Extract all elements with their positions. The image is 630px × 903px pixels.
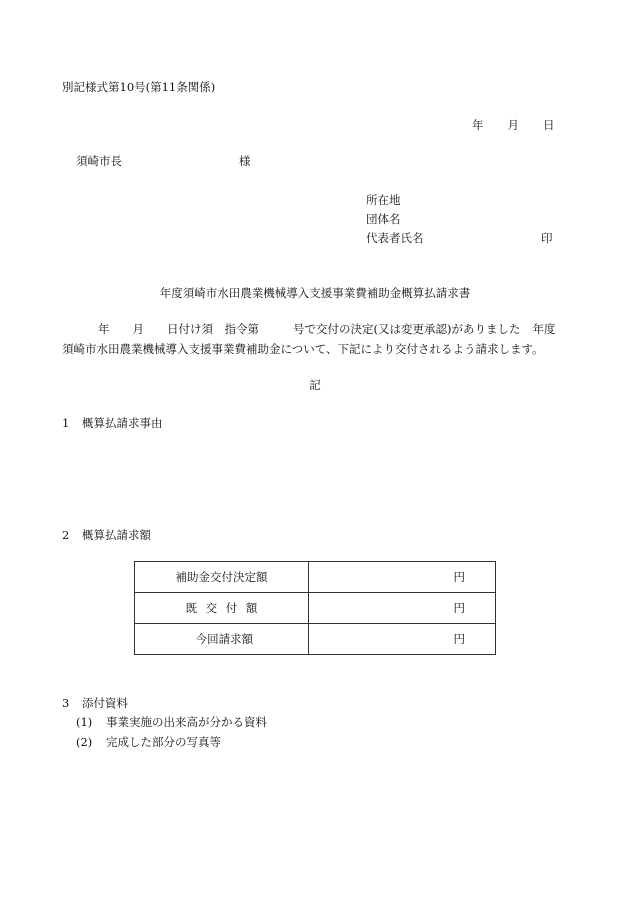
section-2-label: 概算払請求額 (82, 528, 151, 542)
yen-unit: 円 (453, 632, 465, 646)
body-fiscal-year: 年度 (532, 322, 556, 336)
section-3-num: 3 (62, 696, 70, 710)
attachment-item (76, 737, 221, 749)
document-title: 年度須崎市水田農業機械導入支援事業費補助金概算払請求書 (159, 286, 471, 300)
yen-unit: 円 (453, 570, 465, 584)
section-1 (62, 418, 163, 430)
sender-block (366, 195, 424, 252)
section-3-label: 添付資料 (82, 696, 128, 710)
section-1-label: 概算払請求事由 (82, 416, 163, 430)
addressee (76, 154, 251, 168)
addressee-honorific: 様 (239, 154, 251, 168)
row-value-current (309, 624, 496, 655)
date-year: 年 (472, 118, 484, 132)
section-1-num: 1 (62, 416, 70, 430)
sender-org-label: 団体名 (366, 212, 401, 226)
attachment-item-num: (2) (76, 735, 93, 749)
table-row (135, 593, 496, 624)
attachment-item-label: 事業実施の出来高が分かる資料 (106, 715, 267, 729)
table-row (135, 624, 496, 655)
amount-table (134, 561, 496, 655)
body-directive: 日付け須 指令第 (167, 322, 259, 336)
section-3 (62, 698, 128, 710)
yen-unit: 円 (453, 601, 465, 615)
row-label-current: 今回請求額 (135, 624, 309, 655)
date-month: 月 (507, 118, 519, 132)
table-row (135, 562, 496, 593)
section-2-num: 2 (62, 528, 70, 542)
section-2 (62, 530, 151, 542)
attachment-item-num: (1) (76, 715, 93, 729)
ki-heading: 記 (309, 378, 321, 392)
form-id: 別記様式第10号(第11条関係) (62, 80, 216, 94)
date-day: 日 (543, 118, 555, 132)
sender-address-label: 所在地 (366, 193, 401, 207)
row-value-paid (309, 593, 496, 624)
attachment-item (76, 717, 267, 729)
row-value-decided (309, 562, 496, 593)
body-line-2: 須崎市水田農業機械導入支援事業費補助金について、下記により交付されるよう請求します。 (62, 342, 544, 356)
body-line-1 (62, 324, 555, 336)
body-year: 年 (98, 322, 110, 336)
body-month: 月 (132, 322, 144, 336)
addressee-name: 須崎市長 (76, 154, 122, 168)
attachment-item-label: 完成した部分の写真等 (106, 735, 221, 749)
date-line (472, 120, 555, 132)
sender-rep-label: 代表者氏名 (366, 231, 424, 245)
row-label-decided: 補助金交付決定額 (135, 562, 309, 593)
row-label-paid: 既交付額 (135, 593, 309, 624)
body-decision: 号で交付の決定(又は変更承認)がありました (293, 322, 521, 336)
seal-mark: 印 (541, 231, 553, 245)
